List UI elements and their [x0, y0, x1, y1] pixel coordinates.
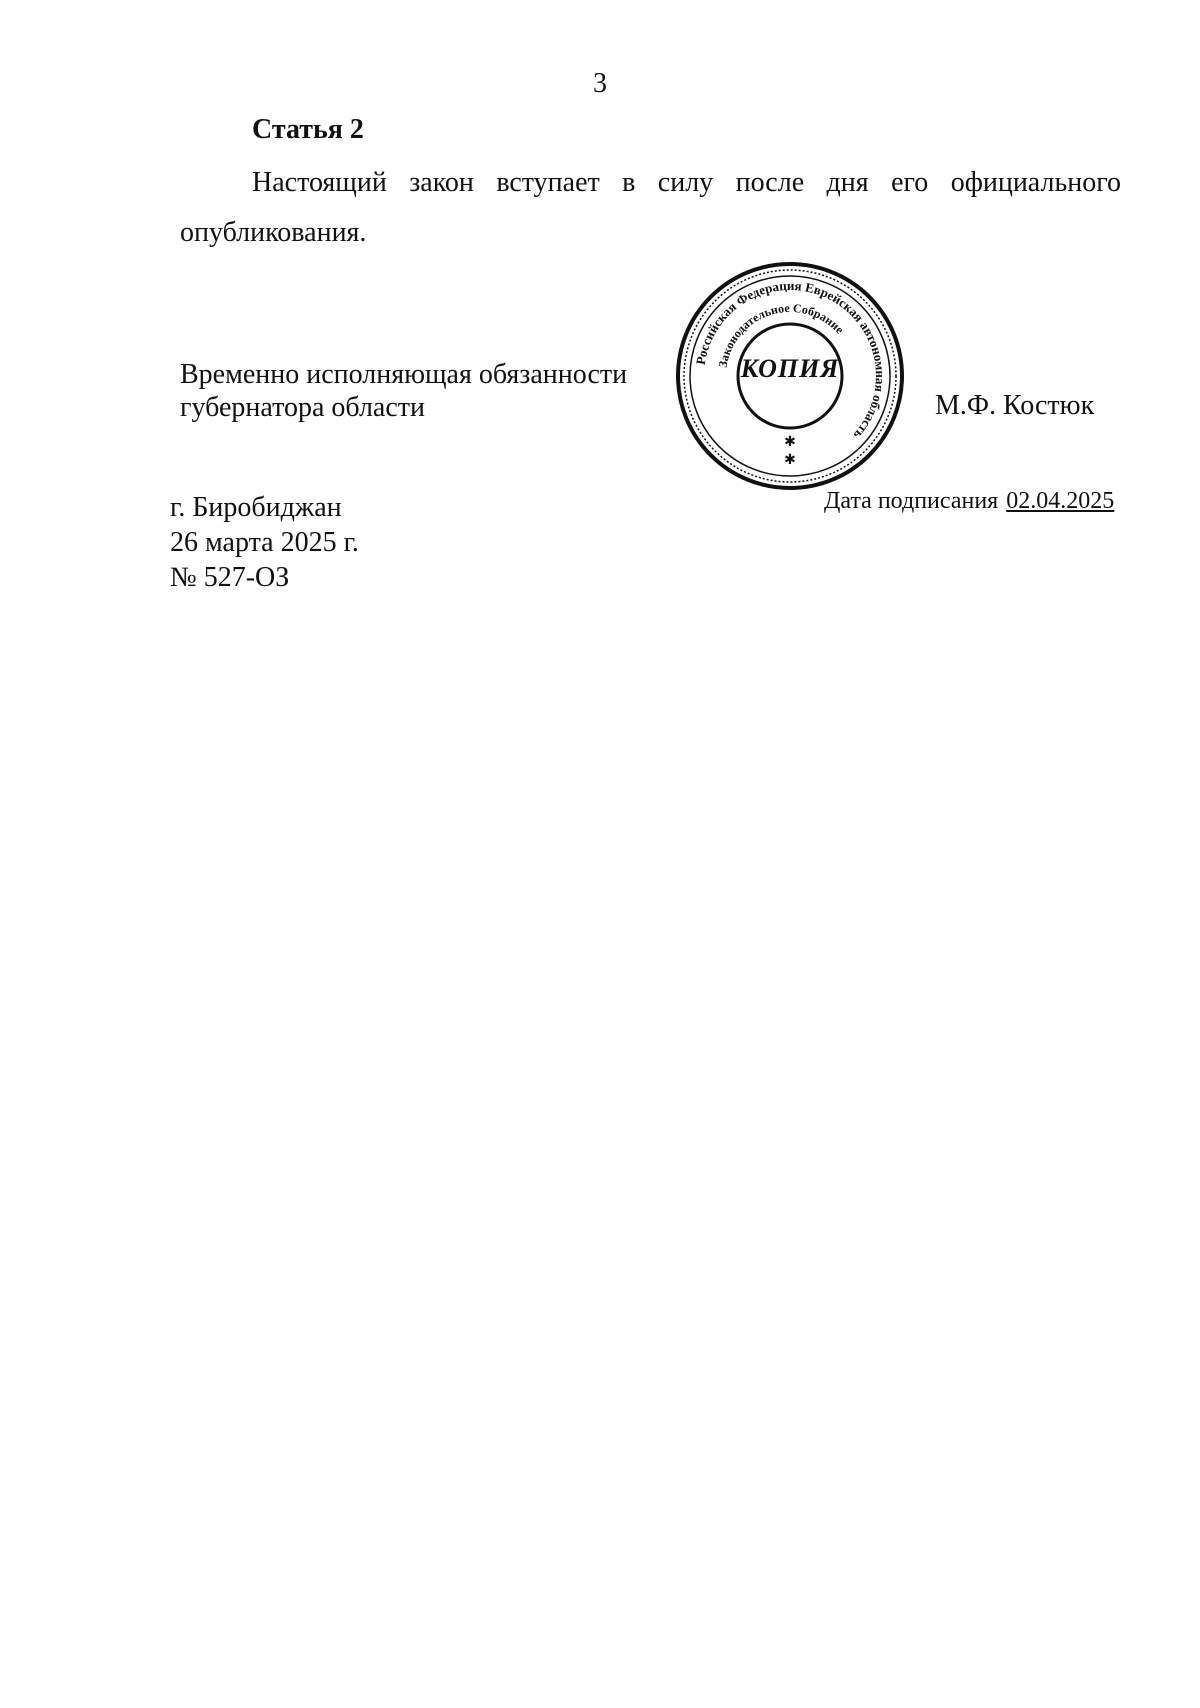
signing-date-label: Дата подписания: [824, 488, 999, 514]
page-number: 3: [593, 68, 607, 99]
seal-star-bottom-icon: ✱: [784, 453, 796, 468]
issue-number: № 527-ОЗ: [170, 562, 290, 593]
official-seal: [670, 256, 910, 496]
signing-date-value: 02.04.2025: [1006, 488, 1115, 514]
signer-position-line2: губернатора области: [180, 392, 425, 423]
issue-city: г. Биробиджан: [170, 492, 342, 523]
seal-star-top-icon: ✱: [784, 435, 796, 450]
signer-name: М.Ф. Костюк: [935, 390, 1095, 421]
article-text: Настоящий закон вступает в силу после дня его официального опубликования.: [180, 167, 1121, 248]
issue-details: [170, 490, 359, 595]
signer-position: [180, 358, 627, 424]
issue-date: 26 марта 2025 г.: [170, 527, 359, 558]
signer-position-line1: Временно исполняющая обязанности: [180, 359, 628, 390]
seal-inner-text: Законодательное Собрание: [715, 300, 847, 369]
signing-date: [824, 488, 1114, 515]
article-heading: Статья 2: [252, 114, 364, 145]
seal-center-label: КОПИЯ: [740, 354, 840, 383]
seal-outer-text: Российская Федерация Еврейская автономная область: [692, 277, 889, 443]
